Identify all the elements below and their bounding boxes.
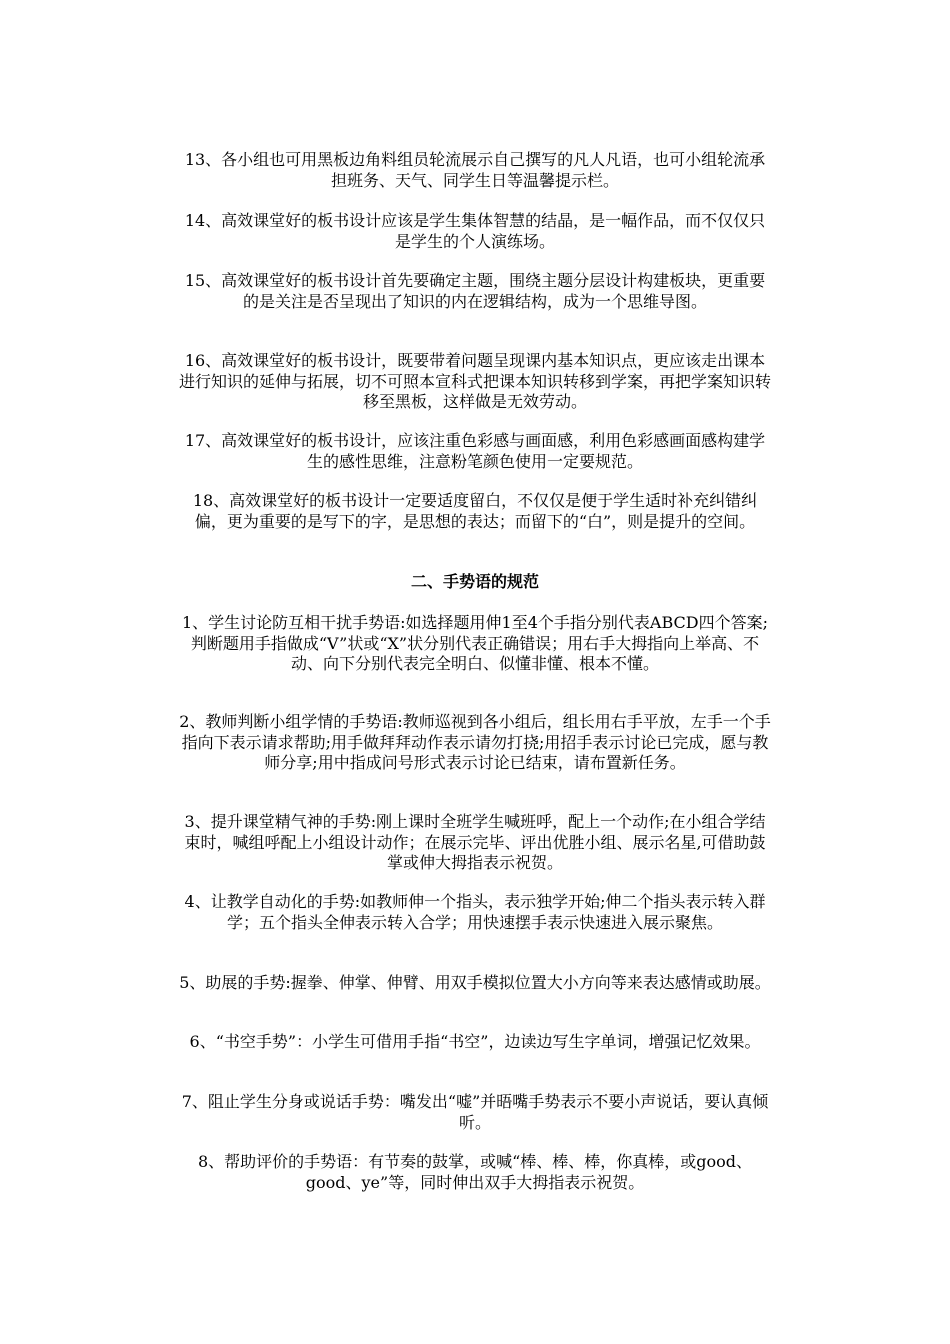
paragraph-gesture-1: 1、学生讨论防互相干扰手势语:如选择题用伸1至4个手指分别代表ABCD四个答案;判断题用手指做成“V”状或“X”状分别代表正确错误；用右手大拇指向上举高、不动、向下分别代表完全明白、似懂非懂、根本不懂。 <box>181 613 768 673</box>
paragraph-gesture-4: 4、让教学自动化的手势:如教师伸一个指头，表示独学开始;伸二个指头表示转入群学；五个指头全伸表示转入合学；用快速摆手表示快速进入展示聚焦。 <box>184 892 766 932</box>
paragraph-gesture-3: 3、提升课堂精气神的手势:刚上课时全班学生喊班呼，配上一个动作;在小组合学结束时，喊组呼配上小组设计动作；在展示完毕、评出优胜小组、展示名星,可借助鼓掌或伸大拇指表示祝贺。 <box>184 812 766 872</box>
section-heading: 二、手势语的规范 <box>410 572 539 591</box>
paragraph-gesture-2: 2、教师判断小组学情的手势语:教师巡视到各小组后，组长用右手平放，左手一个手指向下表示请求帮助;用手做拜拜动作表示请勿打挠;用招手表示讨论已完成，愿与教师分享;用中指成问号形式表示讨论已结束，请布置新任务。 <box>179 712 771 772</box>
paragraph-item-18: 18、高效课堂好的板书设计一定要适度留白，不仅仅是便于学生适时补充纠错纠偏，更为重要的是写下的字，是思想的表达；而留下的“白”，则是提升的空间。 <box>192 491 758 531</box>
paragraph-item-17: 17、高效课堂好的板书设计，应该注重色彩感与画面感，利用色彩感画面感构建学生的感性思维，注意粉笔颜色使用一定要规范。 <box>184 431 766 471</box>
paragraph-gesture-7: 7、阻止学生分身或说话手势：嘴发出“嘘”并晤嘴手势表示不要小声说话，要认真倾听。 <box>181 1092 769 1132</box>
paragraph-item-16: 16、高效课堂好的板书设计，既要带着问题呈现课内基本知识点，更应该走出课本进行知识的延伸与拓展，切不可照本宣科式把课本知识转移到学案，再把学案知识转移至黑板，这样做是无效劳动。 <box>178 351 771 411</box>
paragraph-item-14: 14、高效课堂好的板书设计应该是学生集体智慧的结晶，是一幅作品，而不仅仅只是学生的个人演练场。 <box>184 211 766 251</box>
paragraph-item-13: 13、各小组也可用黑板边角料组员轮流展示自己撰写的凡人凡语，也可小组轮流承担班务、天气、同学生日等温馨提示栏。 <box>184 150 766 190</box>
paragraph-gesture-6: 6、“书空手势”：小学生可借用手指“书空”，边读边写生字单词，增强记忆效果。 <box>189 1032 761 1051</box>
paragraph-gesture-5: 5、助展的手势:握拳、伸掌、伸臂、用双手模拟位置大小方向等来表达感情或助展。 <box>179 973 771 992</box>
paragraph-item-15: 15、高效课堂好的板书设计首先要确定主题，围绕主题分层设计构建板块，更重要的是关注是否呈现出了知识的内在逻辑结构，成为一个思维导图。 <box>184 271 766 311</box>
paragraph-gesture-8: 8、帮助评价的手势语：有节奏的鼓掌，或喊“棒、棒、棒，你真棒，或good、good、ye”等，同时伸出双手大拇指表示祝贺。 <box>197 1152 753 1192</box>
